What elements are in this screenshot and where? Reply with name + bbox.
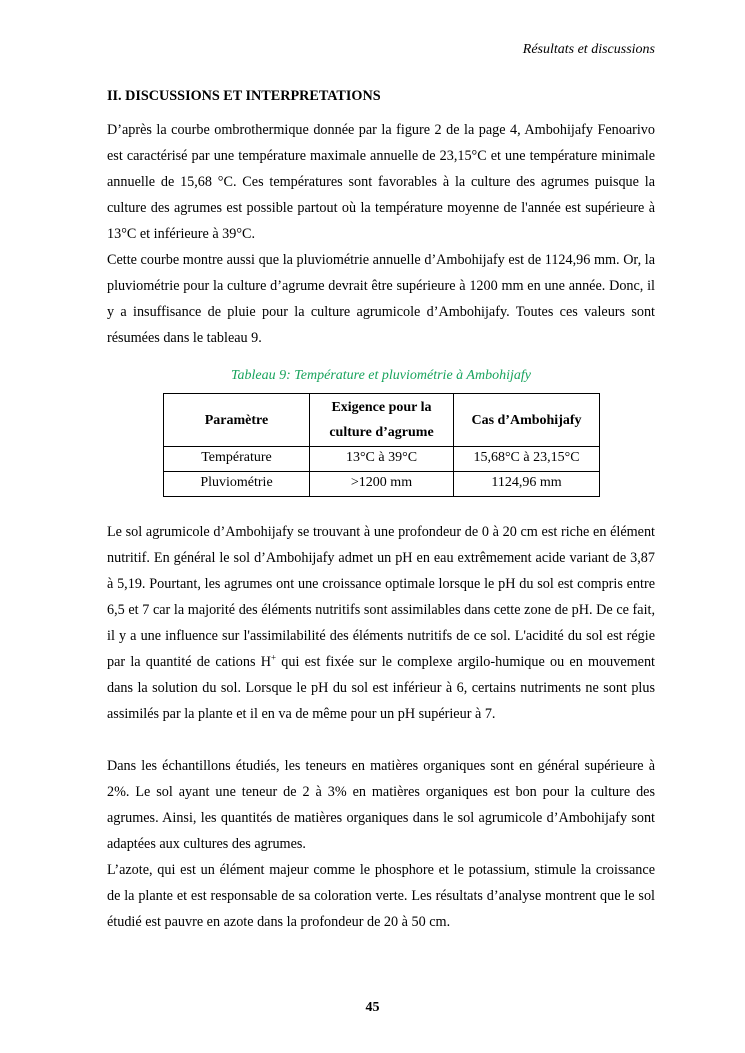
header-cas-ambohijafy: Cas d’Ambohijafy (454, 394, 600, 447)
paragraph-soil-ph (107, 519, 655, 727)
paragraph-soil-ph-part2: qui est fixée sur le complexe argilo-humique ou en mouvement dans la solution du sol. Lorsque le pH du sol est inférieur à 6, certains nutriments ne sont plus assimilés par la plante et il en va de même pour un pH supérieur à 7. (107, 654, 655, 722)
paragraph-soil-ph-part1: Le sol agrumicole d’Ambohijafy se trouvant à une profondeur de 0 à 20 cm est riche en élément nutritif. En général le sol d’Ambohijafy admet un pH en eau extrêmement acide variant de 3,87 à 5,19. Pourtant, les agrumes ont une croissance optimale lorsque le pH du sol est compris entre 6,5 et 7 car la majorité des éléments nutritifs sont assimilables dans cette zone de pH. De ce fait, il y a une influence sur l'assimilabilité des éléments nutritifs de ce sol. L'acidité du sol est régie par la quantité de cations H (107, 524, 655, 670)
table-cell: 1124,96 mm (454, 472, 600, 497)
table-row (164, 447, 600, 472)
paragraph-climate: D’après la courbe ombrothermique donnée par la figure 2 de la page 4, Ambohijafy Fenoarivo est caractérisé par une température maximale annuelle de 23,15°C et une température minimale annuelle de 15,68 °C. Ces températures sont favorables à la culture des agrumes puisque la culture des agrumes est possible partout où la température moyenne de l'année est supérieure à 13°C et inférieure à 39°C. (107, 122, 655, 242)
table-caption: Tableau 9: Température et pluviométrie à Ambohijafy (231, 368, 531, 383)
paragraph-nitrogen: L’azote, qui est un élément majeur comme le phosphore et le potassium, stimule la croissance de la plante et est responsable de sa coloration verte. Les résultats d’analyse montrent que le sol étudié est pauvre en azote dans la profondeur de 20 à 50 cm. (107, 862, 655, 930)
table-cell: Température (164, 447, 310, 472)
page-number: 45 (365, 1000, 380, 1015)
climate-table (163, 393, 600, 497)
table-cell: 15,68°C à 23,15°C (454, 447, 600, 472)
paragraph-organic-matter: Dans les échantillons étudiés, les teneurs en matières organiques sont en général supérieure à 2%. Le sol ayant une teneur de 2 à 3% en matières organiques est bon pour la culture des agrumes. Ainsi, les quantités de matières organiques dans le sol agrumicole d’Ambohijafy sont adaptées aux cultures des agrumes. (107, 758, 655, 852)
paragraph-rainfall: Cette courbe montre aussi que la pluviométrie annuelle d’Ambohijafy est de 1124,96 mm. Or, la pluviométrie pour la culture d’agrume devrait être supérieure à 1200 mm en une année. Donc, il y a insuffisance de pluie pour la culture agrumicole d’Ambohijafy. Toutes ces valeurs sont résumées dans le tableau 9. (107, 252, 655, 346)
table-cell: 13°C à 39°C (310, 447, 454, 472)
header-exigence: Exigence pour la culture d’agrume (310, 394, 454, 447)
table-cell: >1200 mm (310, 472, 454, 497)
running-header: Résultats et discussions (522, 42, 655, 57)
table-row (164, 472, 600, 497)
table-cell: Pluviométrie (164, 472, 310, 497)
section-title: II. DISCUSSIONS ET INTERPRETATIONS (107, 88, 381, 104)
header-parametre: Paramètre (164, 394, 310, 447)
superscript-plus: + (270, 652, 277, 663)
table-header-row (164, 394, 600, 447)
